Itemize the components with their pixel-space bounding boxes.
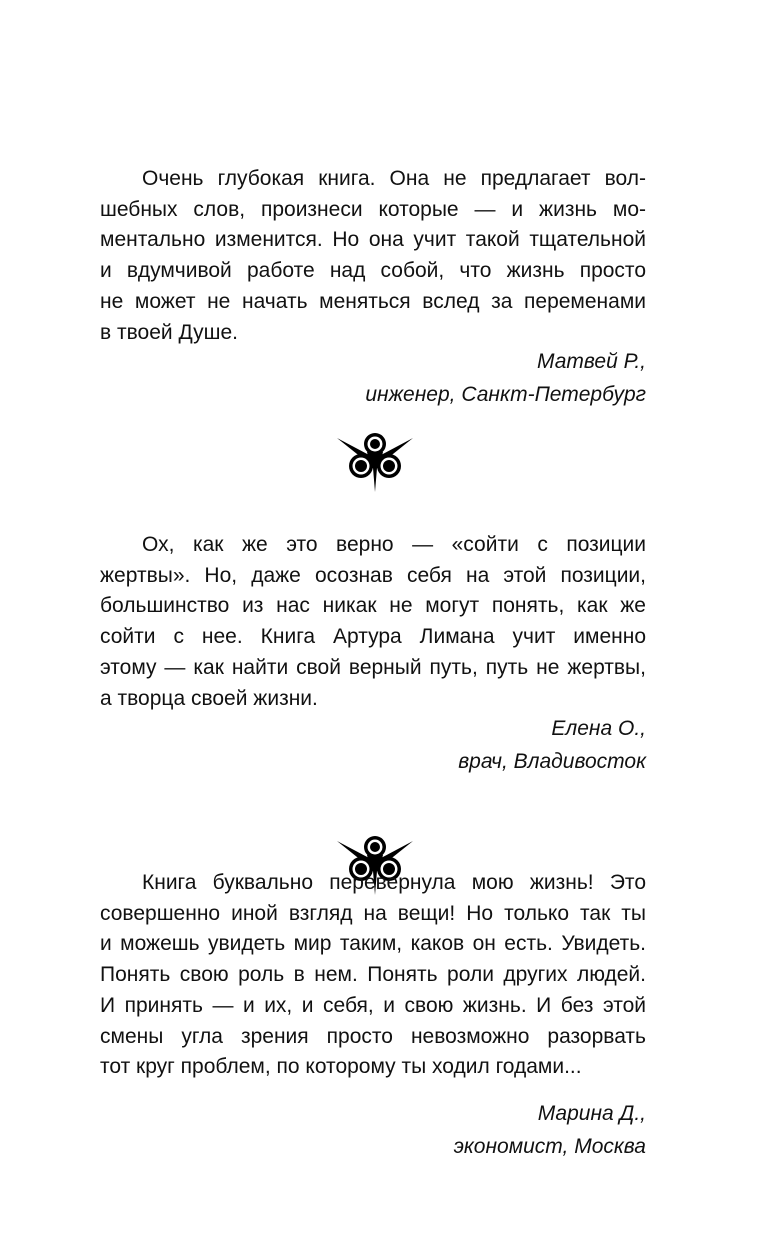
text-line: в твоей Душе. — [100, 320, 238, 344]
text-line: Книга буквально перевернула мою жизнь! Это — [142, 871, 646, 894]
text-line: И принять — и их, и себя, и свою жизнь. И без этой — [100, 993, 646, 1017]
author-role: врач, Владивосток — [458, 750, 646, 773]
text-line: сойти с нее. Книга Артура Лимана учит именно — [100, 625, 646, 649]
author-role: инженер, Санкт-Петербург — [365, 383, 646, 406]
author-name: Матвей Р., — [537, 350, 646, 373]
testimonial-2-text — [100, 530, 646, 714]
text-line: и вдумчивой работе над собой, что жизнь просто — [100, 259, 646, 283]
testimonial-3-attribution — [100, 1097, 646, 1163]
ornament-icon — [337, 430, 413, 492]
text-line: шебных слов, произнеси которые — и жизнь мо- — [100, 197, 646, 221]
text-line: не может не начать меняться вслед за переменами — [100, 289, 646, 313]
text-line: Понять свою роль в нем. Понять роли других людей. — [100, 963, 646, 987]
text-line: этому — как найти свой верный путь, путь не жертвы, — [100, 655, 646, 679]
text-line: Ох, как же это верно — «сойти с позиции — [142, 533, 646, 556]
text-line: Очень глубокая книга. Она не предлагает вол- — [142, 167, 646, 190]
text-line: и можешь увидеть мир таким, каков он есть. Увидеть. — [100, 932, 646, 956]
text-line: тот круг проблем, по которому ты ходил годами... — [100, 1055, 582, 1079]
testimonial-1-text — [100, 164, 646, 348]
text-line: жертвы». Но, даже осознав себя на этой позиции, — [100, 563, 646, 587]
author-name: Марина Д., — [537, 1102, 646, 1125]
testimonial-1-attribution — [100, 345, 646, 411]
text-line: совершенно иной взгляд на вещи! Но только так ты — [100, 901, 646, 925]
text-line: смены угла зрения просто невозможно разорвать — [100, 1024, 646, 1048]
text-line: ментально изменится. Но она учит такой тщательной — [100, 228, 646, 252]
testimonial-2-attribution — [100, 712, 646, 778]
text-line: а творца своей жизни. — [100, 686, 318, 710]
author-name: Елена О., — [551, 717, 646, 740]
author-role: экономист, Москва — [453, 1135, 646, 1158]
text-line: большинство из нас никак не могут понять, как же — [100, 594, 646, 618]
testimonial-3-text — [100, 868, 646, 1083]
